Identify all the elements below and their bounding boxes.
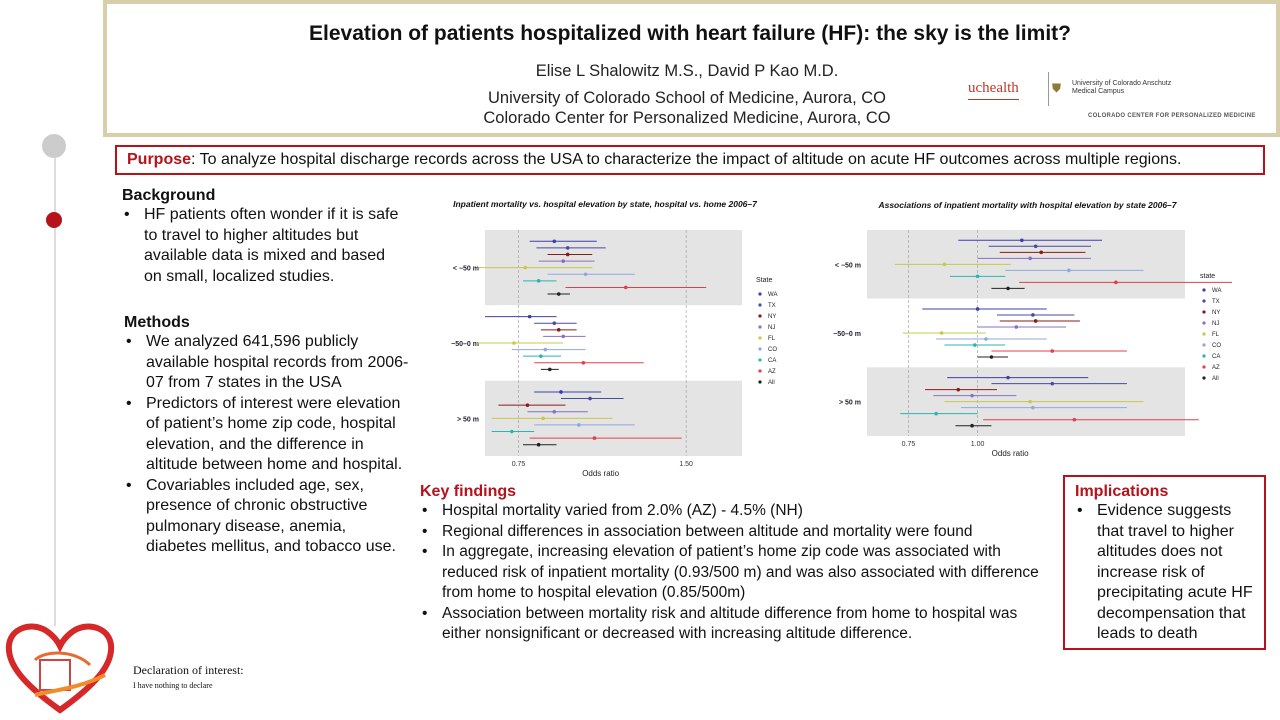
point-estimate <box>1028 400 1032 404</box>
point-estimate <box>1034 245 1038 249</box>
legend-marker <box>758 325 761 328</box>
methods-item: • We analyzed 641,596 publicly available hospital records from 2006-07 from 7 states in the USA <box>124 332 409 394</box>
point-estimate <box>552 321 556 325</box>
point-estimate <box>510 430 514 434</box>
legend-marker <box>1202 310 1205 313</box>
legend-label: AZ <box>768 369 776 375</box>
point-estimate <box>552 240 556 244</box>
point-estimate <box>566 253 570 257</box>
point-estimate <box>539 354 543 358</box>
legend-marker <box>1202 332 1205 335</box>
authors: Elise L Shalowitz M.S., David P Kao M.D. <box>535 62 839 80</box>
legend-label: NY <box>1212 310 1221 316</box>
legend-label: NJ <box>768 325 776 331</box>
cu-anschutz-logo: University of Colorado Anschutz Medical Campus <box>1072 80 1172 95</box>
background-title: Background <box>122 187 216 204</box>
point-estimate <box>1050 349 1054 353</box>
point-estimate <box>984 337 988 341</box>
point-estimate <box>577 423 581 427</box>
legend-label: CA <box>768 358 777 364</box>
cpm-logo-text: COLORADO CENTER FOR PERSONALIZED MEDICINE <box>1088 113 1256 119</box>
point-estimate <box>1028 257 1032 261</box>
point-estimate <box>557 328 561 332</box>
legend-label: CO <box>1212 343 1221 349</box>
point-estimate <box>1031 313 1035 317</box>
implications-item: • Evidence suggests that travel to higher altitudes does not increase risk of precipitating acute HF decompensation that leads to death <box>1075 501 1254 645</box>
point-estimate <box>1073 418 1077 422</box>
point-estimate <box>1034 319 1038 323</box>
point-estimate <box>552 410 556 414</box>
key-finding-item: • Hospital mortality varied from 2.0% (AZ) - 4.5% (NH) <box>420 501 1060 522</box>
legend-marker <box>1202 288 1205 291</box>
legend-marker <box>1202 376 1205 379</box>
logo-divider <box>1048 72 1049 106</box>
uchealth-logo: uchealth <box>968 80 1019 96</box>
legend-marker <box>1202 321 1205 324</box>
point-estimate <box>537 279 541 283</box>
point-estimate <box>544 348 548 352</box>
legend-title: State <box>756 277 773 284</box>
legend-marker <box>1202 354 1205 357</box>
point-estimate <box>528 315 532 319</box>
chart2-title: Associations of inpatient mortality with hospital elevation by state 2006–7 <box>878 200 1177 210</box>
forest-plot-hospital-vs-home <box>420 222 790 480</box>
point-estimate <box>1050 382 1054 386</box>
point-estimate <box>976 307 980 311</box>
key-findings-title: Key findings <box>420 483 517 500</box>
group-label: < −50 m <box>452 265 479 273</box>
point-estimate <box>1006 376 1010 380</box>
legend-label: WA <box>768 292 778 298</box>
point-estimate <box>584 272 588 276</box>
key-finding-item: • Association between mortality risk and altitude difference from home to hospital was either nonsignificant or decreased with increasing altitude difference. <box>420 604 1060 645</box>
point-estimate <box>557 292 561 296</box>
declaration-title: Declaration of interest: <box>133 663 244 677</box>
legend-title: state <box>1200 273 1216 280</box>
chart1-title: Inpatient mortality vs. hospital elevation by state, hospital vs. home 2006–7 <box>453 199 757 209</box>
point-estimate <box>1114 281 1118 285</box>
declaration-text: I have nothing to declare <box>133 681 213 690</box>
methods-section <box>124 314 409 558</box>
forest-plot-hospital-elevation <box>822 222 1232 460</box>
point-estimate <box>1015 325 1019 329</box>
legend-marker <box>1202 299 1205 302</box>
legend-label: NY <box>768 314 777 320</box>
group-label: < −50 m <box>834 262 861 270</box>
background-item: • HF patients often wonder if it is safe to travel to higher altitudes but available data is mixed and based on small, localized studies. <box>122 205 407 287</box>
legend-label: WA <box>1212 288 1222 294</box>
point-estimate <box>976 275 980 279</box>
point-estimate <box>940 331 944 335</box>
timeline-dot <box>42 134 66 158</box>
x-tick-label: 1.50 <box>679 461 693 468</box>
legend-label: AZ <box>1212 365 1220 371</box>
legend-label: TX <box>1212 299 1220 305</box>
point-estimate <box>561 259 565 263</box>
affiliation-2: Colorado Center for Personalized Medicine, Aurora, CO <box>483 109 891 127</box>
group-label: > 50 m <box>457 416 479 424</box>
legend-label: All <box>1212 376 1219 382</box>
point-estimate <box>943 263 947 267</box>
legend-marker <box>758 336 761 339</box>
point-estimate <box>1039 251 1043 255</box>
point-estimate <box>956 388 960 392</box>
point-estimate <box>588 397 592 401</box>
legend-marker <box>758 347 761 350</box>
legend-marker <box>758 358 761 361</box>
group-label: −50–0 m <box>451 341 479 348</box>
legend-marker <box>758 303 761 306</box>
x-axis-label: Odds ratio <box>991 449 1029 458</box>
point-estimate <box>537 443 541 447</box>
point-estimate <box>970 394 974 398</box>
methods-item: • Covariables included age, sex, presence of chronic obstructive pulmonary disease, anemia, diabetes mellitus, and tobacco use. <box>124 476 409 558</box>
legend-marker <box>758 314 761 317</box>
legend-marker <box>1202 343 1205 346</box>
legend-label: All <box>768 380 775 386</box>
implications-box <box>1063 475 1266 650</box>
point-estimate <box>566 246 570 250</box>
point-estimate <box>582 361 586 365</box>
legend-marker <box>1202 365 1205 368</box>
point-estimate <box>934 412 938 416</box>
x-tick-label: 0.75 <box>511 461 526 468</box>
legend-label: FL <box>768 336 776 342</box>
x-axis-label: Odds ratio <box>582 469 620 478</box>
legend-marker <box>758 292 761 295</box>
purpose-box <box>115 145 1265 175</box>
point-estimate <box>1031 406 1035 410</box>
cu-logo-icon: ⛊ <box>1052 81 1062 95</box>
timeline-dot-active <box>46 212 62 228</box>
point-estimate <box>559 390 563 394</box>
point-estimate <box>548 368 552 372</box>
key-findings-section <box>420 483 1060 645</box>
key-finding-item: • In aggregate, increasing elevation of patient’s home zip code was associated with reduced risk of inpatient mortality (0.93/500 m) and was also associated with difference from home to hospital elevation (0.85/500m) <box>420 542 1060 604</box>
methods-item: • Predictors of interest were elevation of patient’s home zip code, hospital elevation, and the difference in altitude between home and hospital. <box>124 394 409 476</box>
point-estimate <box>973 343 977 347</box>
legend-label: CO <box>768 347 777 353</box>
group-label: > 50 m <box>839 399 861 407</box>
heart-logo-icon <box>5 620 115 715</box>
legend-label: TX <box>768 303 776 309</box>
point-estimate <box>541 417 545 421</box>
point-estimate <box>1020 239 1024 243</box>
group-label: −50–0 m <box>833 331 861 338</box>
methods-title: Methods <box>124 314 190 331</box>
affiliation-1: University of Colorado School of Medicine, Aurora, CO <box>487 89 886 107</box>
point-estimate <box>523 266 527 270</box>
background-section <box>122 187 407 287</box>
poster-title: Elevation of patients hospitalized with heart failure (HF): the sky is the limit? <box>309 22 1071 45</box>
legend-label: FL <box>1212 332 1220 338</box>
x-tick-label: 1.00 <box>970 441 985 448</box>
x-tick-label: 0.75 <box>901 441 916 448</box>
legend-label: CA <box>1212 354 1221 360</box>
purpose-label: Purpose <box>127 151 192 168</box>
point-estimate <box>512 341 516 345</box>
legend-marker <box>758 380 761 383</box>
key-finding-item: • Regional differences in association between altitude and mortality were found <box>420 522 1060 543</box>
point-estimate <box>990 355 994 359</box>
point-estimate <box>1067 269 1071 273</box>
point-estimate <box>526 403 530 407</box>
implications-title: Implications <box>1075 483 1169 500</box>
point-estimate <box>1006 287 1010 291</box>
point-estimate <box>593 436 597 440</box>
point-estimate <box>624 286 628 290</box>
point-estimate <box>561 335 565 339</box>
legend-label: NJ <box>1212 321 1220 327</box>
purpose-text: : To analyze hospital discharge records across the USA to characterize the impact of altitude on acute HF outcomes across multiple regions. <box>191 151 1182 168</box>
legend-marker <box>758 369 761 372</box>
point-estimate <box>970 424 974 428</box>
